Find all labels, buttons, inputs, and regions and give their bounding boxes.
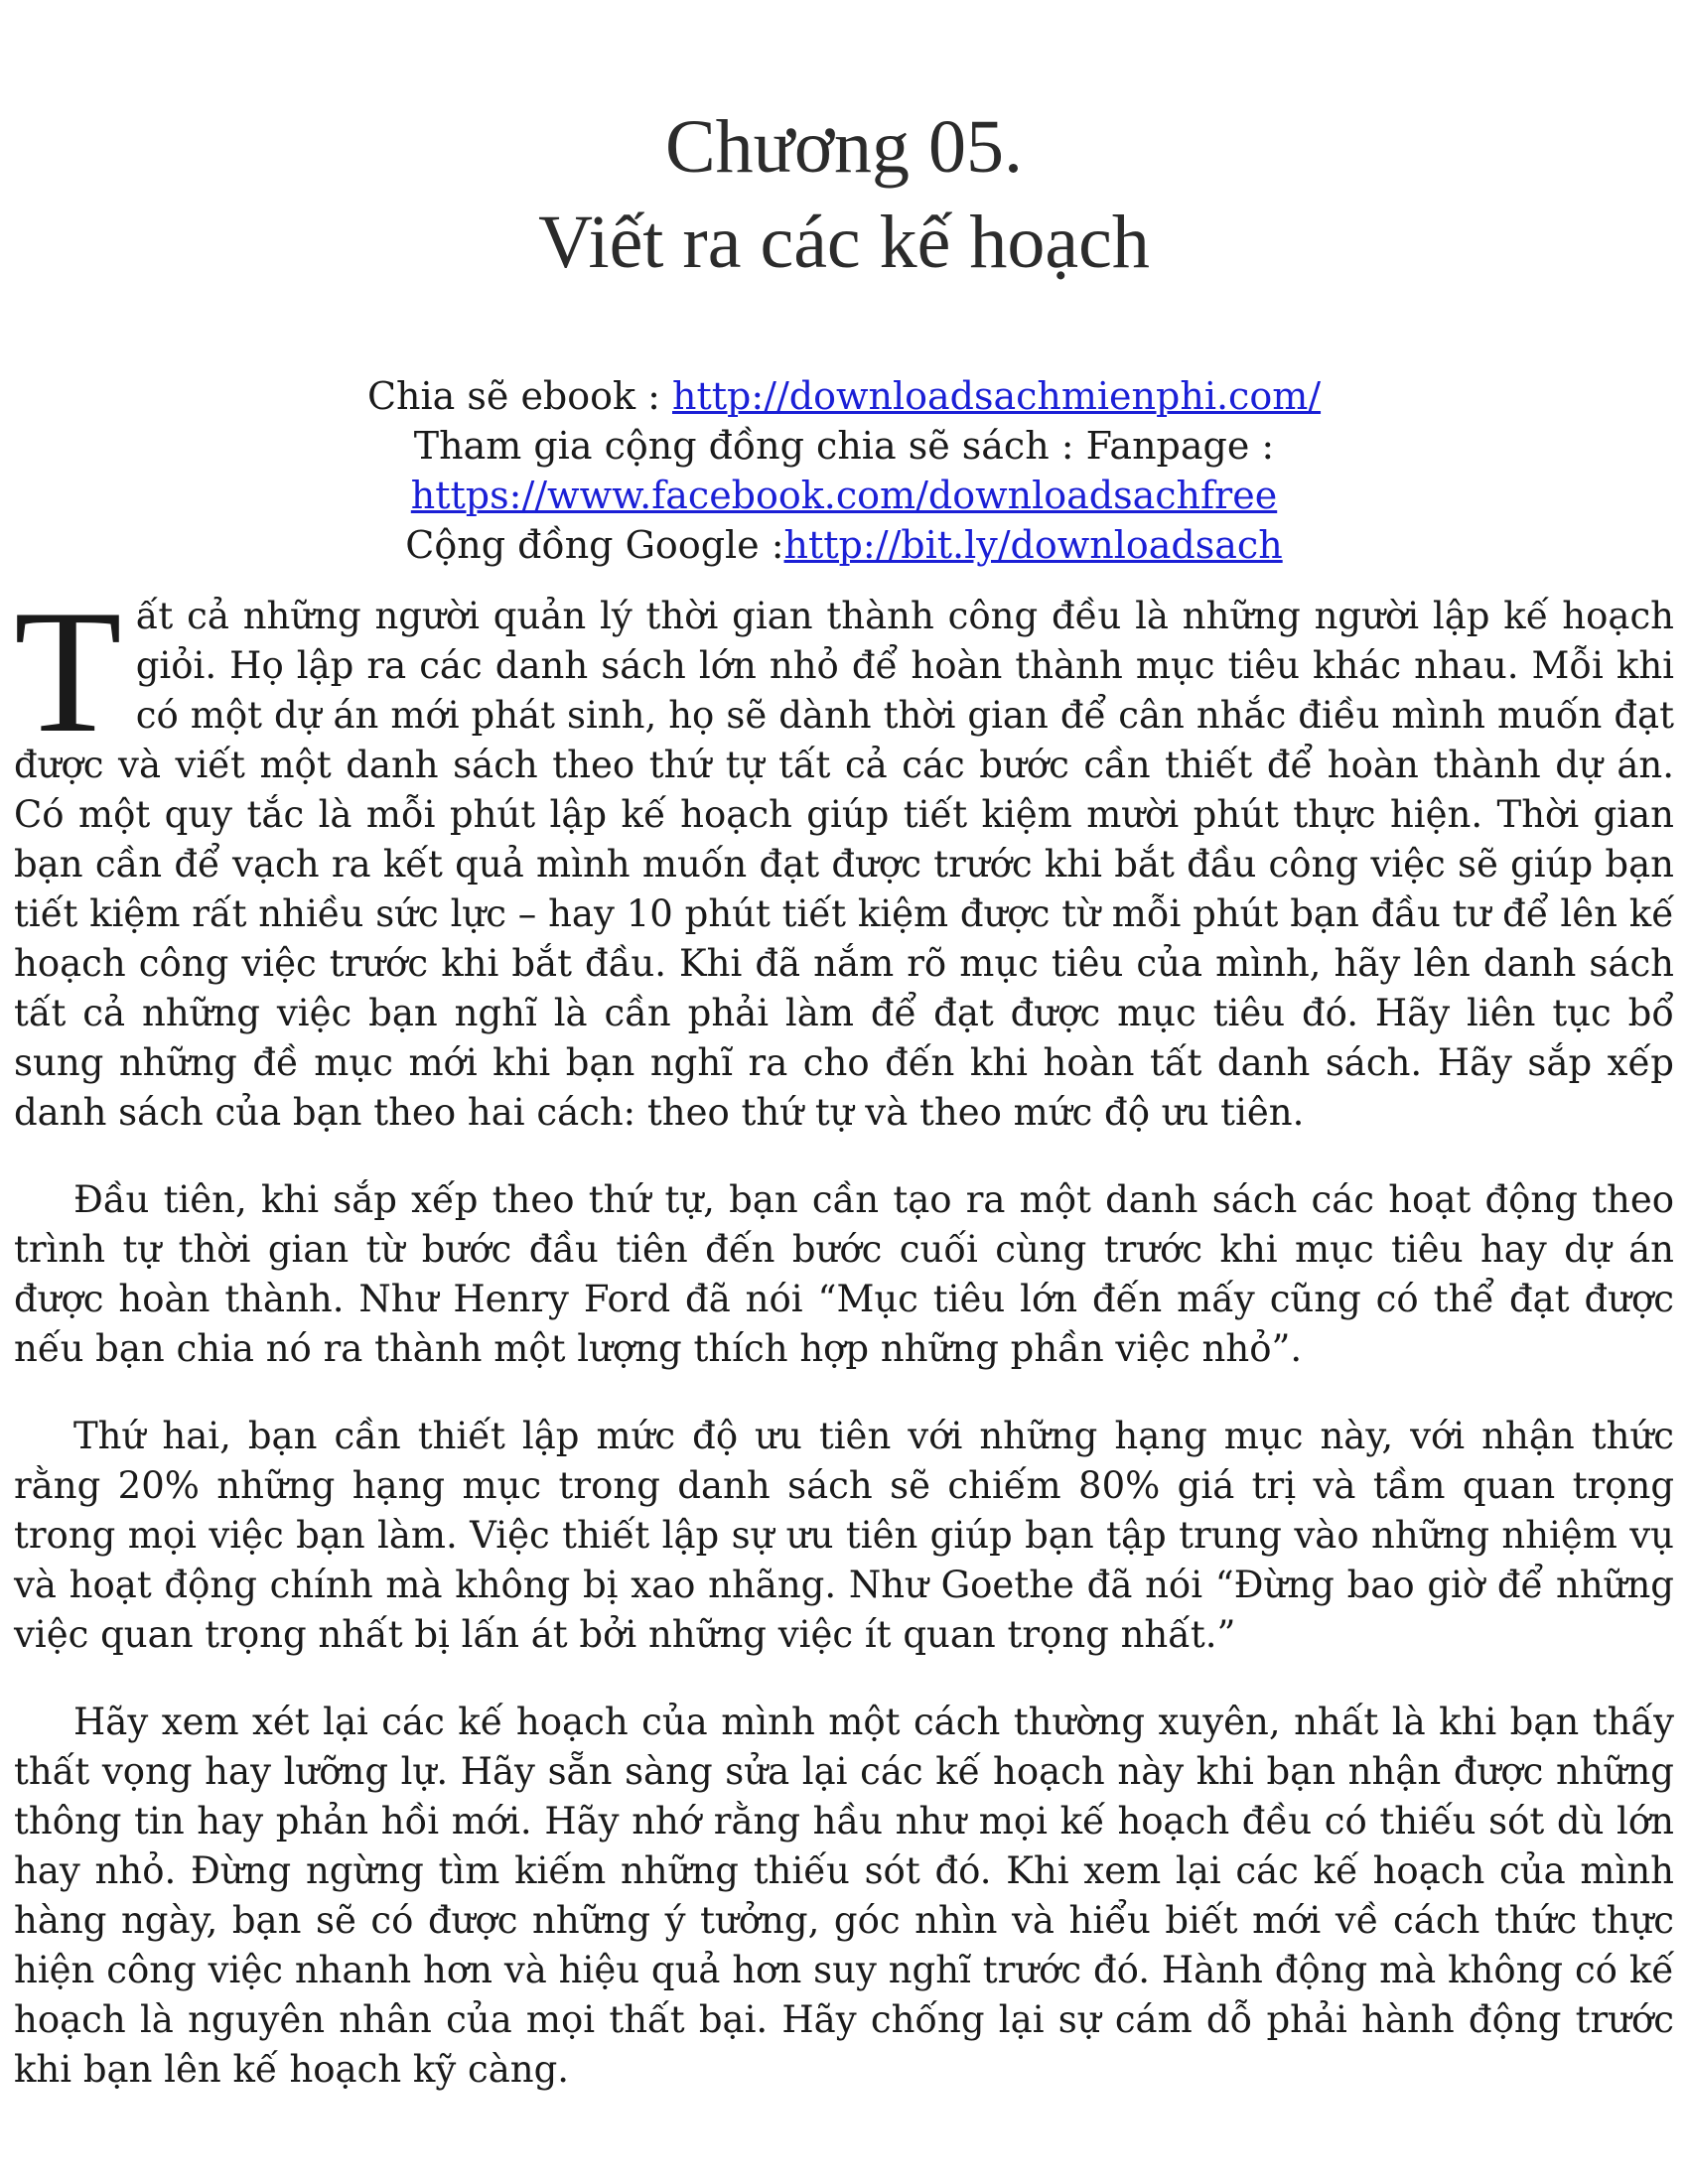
paragraph-1 bbox=[14, 573, 1674, 1138]
drop-cap: T bbox=[14, 573, 122, 769]
community-label: Tham gia cộng đồng chia sẽ sách : Fanpage : bbox=[413, 424, 1275, 468]
ebook-link[interactable]: http://downloadsachmienphi.com/ bbox=[672, 374, 1322, 418]
paragraph-1-text: ất cả những người quản lý thời gian thành công đều là những người lập kế hoạch giỏi. Họ lập ra các danh sách lớn nhỏ để hoàn thành mục tiêu khác nhau. Mỗi khi có một dự án mới phát sinh, họ sẽ dành thời gian để cân nhắc điều mình muốn đạt được và viết một danh sách theo thứ tự tất cả các bước cần thiết để hoàn thành dự án. Có một quy tắc là mỗi phút lập kế hoạch giúp tiết kiệm mười phút thực hiện. Thời gian bạn cần để vạch ra kết quả mình muốn đạt được trước khi bắt đầu công việc sẽ giúp bạn tiết kiệm rất nhiều sức lực – hay 10 phút tiết kiệm được từ mỗi phút bạn đầu tư để lên kế hoạch công việc trước khi bắt đầu. Khi đã nắm rõ mục tiêu của mình, hãy lên danh sách tất cả những việc bạn nghĩ là cần phải làm để đạt được mục tiêu đó. Hãy liên tục bổ sung những đề mục mới khi bạn nghĩ ra cho đến khi hoàn tất danh sách. Hãy sắp xếp danh sách của bạn theo hai cách: theo thứ tự và theo mức độ ưu tiên. bbox=[14, 595, 1674, 1134]
ebook-label: Chia sẽ ebook : bbox=[366, 374, 672, 418]
chapter-title bbox=[14, 0, 1674, 290]
google-line bbox=[14, 520, 1674, 570]
document-page bbox=[14, 0, 1674, 2132]
google-link[interactable]: http://bit.ly/downloadsach bbox=[783, 523, 1283, 567]
google-label: Cộng đồng Google : bbox=[405, 523, 784, 567]
facebook-line bbox=[14, 471, 1674, 520]
chapter-heading: Viết ra các kế hoạch bbox=[538, 201, 1150, 284]
chapter-number: Chương 05. bbox=[664, 105, 1024, 189]
ebook-share-line bbox=[14, 371, 1674, 421]
paragraph-4: Hãy xem xét lại các kế hoạch của mình một cách thường xuyên, nhất là khi bạn thấy thất vọng hay lưỡng lự. Hãy sẵn sàng sửa lại các kế hoạch này khi bạn nhận được những thông tin hay phản hồi mới. Hãy nhớ rằng hầu như mọi kế hoạch đều có thiếu sót dù lớn hay nhỏ. Đừng ngừng tìm kiếm những thiếu sót đó. Khi xem lại các kế hoạch của mình hàng ngày, bạn sẽ có được những ý tưởng, góc nhìn và hiểu biết mới về cách thức thực hiện công việc nhanh hơn và hiệu quả hơn suy nghĩ trước đó. Hành động mà không có kế hoạch là nguyên nhân của mọi thất bại. Hãy chống lại sự cám dỗ phải hành động trước khi bạn lên kế hoạch kỹ càng. bbox=[14, 1701, 1674, 2091]
facebook-link[interactable]: https://www.facebook.com/downloadsachfree bbox=[410, 474, 1278, 517]
chapter-body bbox=[14, 573, 1674, 2095]
paragraph-2: Đầu tiên, khi sắp xếp theo thứ tự, bạn cần tạo ra một danh sách các hoạt động theo trình tự thời gian từ bước đầu tiên đến bước cuối cùng trước khi mục tiêu hay dự án được hoàn thành. Như Henry Ford đã nói “Mục tiêu lớn đến mấy cũng có thể đạt được nếu bạn chia nó ra thành một lượng thích hợp những phần việc nhỏ”. bbox=[14, 1178, 1674, 1370]
share-links-block bbox=[14, 371, 1674, 570]
paragraph-3: Thứ hai, bạn cần thiết lập mức độ ưu tiên với những hạng mục này, với nhận thức rằng 20% những hạng mục trong danh sách sẽ chiếm 80% giá trị và tầm quan trọng trong mọi việc bạn làm. Việc thiết lập sự ưu tiên giúp bạn tập trung vào những nhiệm vụ và hoạt động chính mà không bị xao nhãng. Như Goethe đã nói “Đừng bao giờ để những việc quan trọng nhất bị lấn át bởi những việc ít quan trọng nhất.” bbox=[14, 1415, 1674, 1656]
